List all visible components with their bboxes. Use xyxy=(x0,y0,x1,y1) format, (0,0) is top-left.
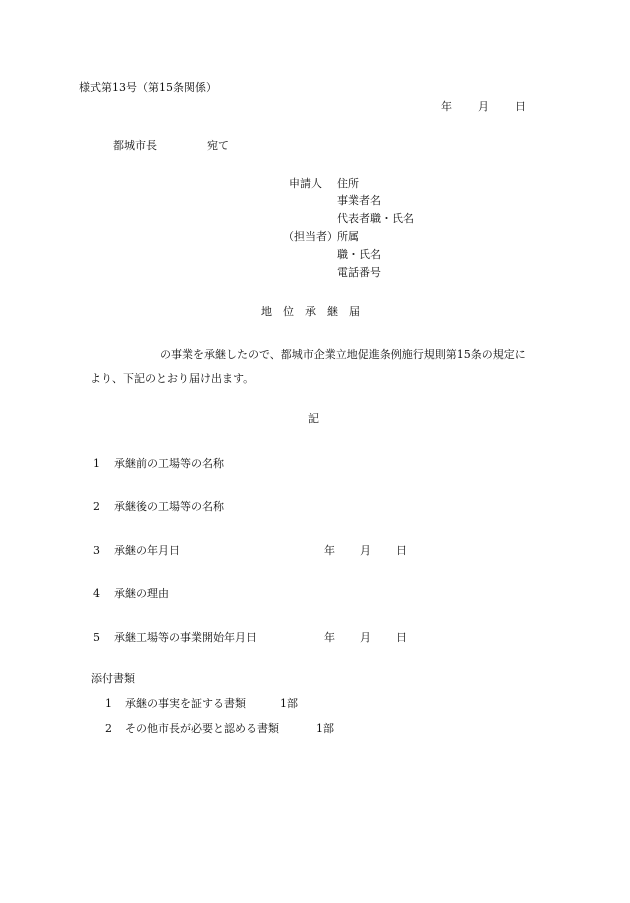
item-3-label: 承継の年月日 xyxy=(114,544,180,557)
contact-name: 職・氏名 xyxy=(337,248,381,261)
attachment-1-label: 承継の事実を証する書類 xyxy=(125,697,246,710)
item-3-number: 3 xyxy=(93,544,100,557)
item-2-label: 承継後の工場等の名称 xyxy=(114,500,224,513)
item-5-year: 年 xyxy=(324,631,335,644)
item-4-number: 4 xyxy=(93,587,100,600)
applicant-representative: 代表者職・氏名 xyxy=(337,212,414,225)
date-year: 年 xyxy=(441,100,452,113)
form-number: 様式第13号（第15条関係） xyxy=(79,81,217,94)
ki-heading: 記 xyxy=(308,412,319,425)
item-5-label: 承継工場等の事業開始年月日 xyxy=(114,631,257,644)
contact-department: 所属 xyxy=(337,230,359,243)
attachment-1-number: 1 xyxy=(105,697,112,710)
body-line-1: の事業を承継したので、都城市企業立地促進条例施行規則第15条の規定に xyxy=(160,348,526,361)
attachment-1-qty: 1部 xyxy=(280,697,298,710)
addressee-city: 都城市長 xyxy=(113,139,157,152)
attachment-2-label: その他市長が必要と認める書類 xyxy=(125,722,279,735)
date-month: 月 xyxy=(478,100,489,113)
contact-label: （担当者） xyxy=(283,230,338,243)
attachment-2-number: 2 xyxy=(105,722,112,735)
contact-phone: 電話番号 xyxy=(337,266,381,279)
applicant-business-name: 事業者名 xyxy=(337,194,381,207)
item-3-year: 年 xyxy=(324,544,335,557)
item-1-label: 承継前の工場等の名称 xyxy=(114,457,224,470)
date-day: 日 xyxy=(515,100,526,113)
item-3-month: 月 xyxy=(360,544,371,557)
submission-date xyxy=(441,100,526,114)
item-1-number: 1 xyxy=(93,457,100,470)
item-4-label: 承継の理由 xyxy=(114,587,169,600)
document-title: 地 位 承 継 届 xyxy=(261,305,360,318)
applicant-address: 住所 xyxy=(337,177,359,190)
body-line-2: より、下記のとおり届け出ます。 xyxy=(90,372,255,385)
item-2-number: 2 xyxy=(93,500,100,513)
item-5-month: 月 xyxy=(360,631,371,644)
addressee-suffix: 宛て xyxy=(207,139,229,152)
item-3-day: 日 xyxy=(396,544,407,557)
item-5-day: 日 xyxy=(396,631,407,644)
applicant-label: 申請人 xyxy=(289,177,322,190)
item-5-number: 5 xyxy=(93,631,100,644)
attachment-2-qty: 1部 xyxy=(316,722,334,735)
attachments-heading: 添付書類 xyxy=(91,672,135,685)
